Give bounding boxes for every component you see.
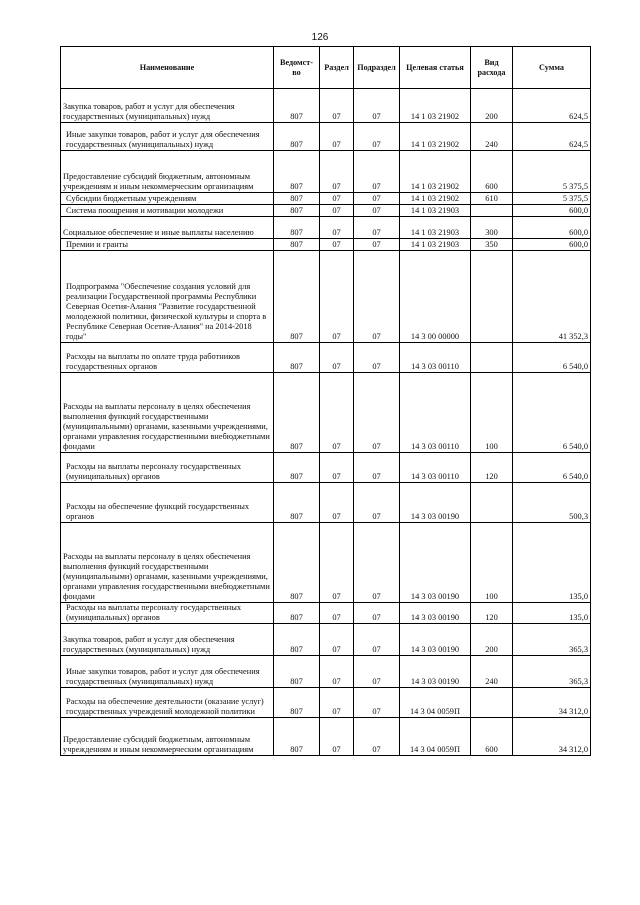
cell-target: 14 3 03 00190 bbox=[400, 656, 471, 688]
cell-subsection: 07 bbox=[354, 603, 400, 624]
cell-subsection: 07 bbox=[354, 373, 400, 453]
cell-dept: 807 bbox=[274, 239, 320, 251]
cell-dept: 807 bbox=[274, 373, 320, 453]
table-row bbox=[61, 205, 591, 217]
cell-target: 14 1 03 21902 bbox=[400, 89, 471, 123]
table-row bbox=[61, 688, 591, 718]
cell-kind: 600 bbox=[471, 151, 513, 193]
cell-dept: 807 bbox=[274, 483, 320, 523]
cell-kind: 120 bbox=[471, 453, 513, 483]
cell-kind bbox=[471, 483, 513, 523]
cell-subsection: 07 bbox=[354, 151, 400, 193]
cell-subsection: 07 bbox=[354, 624, 400, 656]
table-row bbox=[61, 603, 591, 624]
cell-sum: 365,3 bbox=[513, 656, 591, 688]
cell-section: 07 bbox=[320, 483, 354, 523]
cell-target: 14 3 03 00190 bbox=[400, 523, 471, 603]
cell-subsection: 07 bbox=[354, 89, 400, 123]
cell-dept: 807 bbox=[274, 603, 320, 624]
cell-kind: 200 bbox=[471, 89, 513, 123]
cell-name: Социальное обеспечение и иные выплаты населению bbox=[61, 217, 274, 239]
cell-subsection: 07 bbox=[354, 718, 400, 756]
cell-subsection: 07 bbox=[354, 688, 400, 718]
cell-section: 07 bbox=[320, 151, 354, 193]
cell-sum: 6 540,0 bbox=[513, 453, 591, 483]
cell-target: 14 3 04 0059П bbox=[400, 718, 471, 756]
budget-table bbox=[60, 46, 591, 756]
cell-section: 07 bbox=[320, 603, 354, 624]
cell-name: Закупка товаров, работ и услуг для обеспечения государственных (муниципальных) нужд bbox=[61, 89, 274, 123]
cell-target: 14 3 03 00110 bbox=[400, 453, 471, 483]
cell-sum: 624,5 bbox=[513, 89, 591, 123]
header-row bbox=[61, 47, 591, 89]
cell-target: 14 1 03 21903 bbox=[400, 205, 471, 217]
cell-dept: 807 bbox=[274, 656, 320, 688]
cell-name: Расходы на выплаты персоналу государственных (муниципальных) органов bbox=[61, 603, 274, 624]
cell-dept: 807 bbox=[274, 89, 320, 123]
cell-sum: 624,5 bbox=[513, 123, 591, 151]
table-row bbox=[61, 656, 591, 688]
cell-section: 07 bbox=[320, 373, 354, 453]
cell-name: Система поощрения и мотивации молодежи bbox=[61, 205, 274, 217]
table-row bbox=[61, 89, 591, 123]
cell-target: 14 1 03 21902 bbox=[400, 123, 471, 151]
cell-sum: 34 312,0 bbox=[513, 688, 591, 718]
cell-section: 07 bbox=[320, 205, 354, 217]
cell-name: Предоставление субсидий бюджетным, автономным учреждениям и иным некоммерческим организациям bbox=[61, 151, 274, 193]
cell-kind bbox=[471, 343, 513, 373]
cell-sum: 6 540,0 bbox=[513, 373, 591, 453]
table-row bbox=[61, 217, 591, 239]
table-row bbox=[61, 123, 591, 151]
cell-section: 07 bbox=[320, 656, 354, 688]
cell-name: Субсидии бюджетным учреждениям bbox=[61, 193, 274, 205]
cell-name: Подпрограмма "Обеспечение создания условий для реализации Государственной программы Республики Северная Осетия-Алания "Развитие государственной молодежной политики, физической культуры и спорта в Республике Северная Осетия-Алания" на 2014-2018 годы" bbox=[61, 251, 274, 343]
header-dept: Ведомст-во bbox=[274, 47, 320, 89]
header-subsection: Подраздел bbox=[354, 47, 400, 89]
cell-kind: 100 bbox=[471, 373, 513, 453]
cell-subsection: 07 bbox=[354, 217, 400, 239]
cell-name: Расходы на выплаты персоналу в целях обеспечения выполнения функций государственными (муниципальными) органами, казенными учреждениями, органами управления государственными внебюджетными фондами bbox=[61, 373, 274, 453]
cell-dept: 807 bbox=[274, 251, 320, 343]
header-target: Целевая статья bbox=[400, 47, 471, 89]
cell-subsection: 07 bbox=[354, 483, 400, 523]
cell-name: Расходы на выплаты персоналу в целях обеспечения выполнения функций государственными (муниципальными) органами, казенными учреждениями, органами управления государственными внебюджетными фондами bbox=[61, 523, 274, 603]
header-sum: Сумма bbox=[513, 47, 591, 89]
cell-dept: 807 bbox=[274, 193, 320, 205]
table-row bbox=[61, 151, 591, 193]
cell-kind: 120 bbox=[471, 603, 513, 624]
cell-dept: 807 bbox=[274, 523, 320, 603]
cell-kind: 100 bbox=[471, 523, 513, 603]
cell-section: 07 bbox=[320, 217, 354, 239]
cell-target: 14 3 03 00110 bbox=[400, 373, 471, 453]
cell-subsection: 07 bbox=[354, 523, 400, 603]
cell-target: 14 3 03 00190 bbox=[400, 603, 471, 624]
cell-target: 14 1 03 21903 bbox=[400, 239, 471, 251]
cell-subsection: 07 bbox=[354, 453, 400, 483]
table-row bbox=[61, 483, 591, 523]
cell-kind: 600 bbox=[471, 718, 513, 756]
cell-kind: 200 bbox=[471, 624, 513, 656]
cell-target: 14 3 04 0059П bbox=[400, 688, 471, 718]
cell-subsection: 07 bbox=[354, 123, 400, 151]
table-row bbox=[61, 193, 591, 205]
cell-dept: 807 bbox=[274, 217, 320, 239]
cell-dept: 807 bbox=[274, 151, 320, 193]
cell-subsection: 07 bbox=[354, 251, 400, 343]
cell-section: 07 bbox=[320, 123, 354, 151]
cell-sum: 135,0 bbox=[513, 523, 591, 603]
cell-sum: 34 312,0 bbox=[513, 718, 591, 756]
cell-sum: 600,0 bbox=[513, 205, 591, 217]
cell-target: 14 1 03 21903 bbox=[400, 217, 471, 239]
cell-sum: 6 540,0 bbox=[513, 343, 591, 373]
header-section: Раздел bbox=[320, 47, 354, 89]
cell-dept: 807 bbox=[274, 123, 320, 151]
cell-name: Предоставление субсидий бюджетным, автономным учреждениям и иным некоммерческим организациям bbox=[61, 718, 274, 756]
cell-name: Расходы на обеспечение деятельности (оказание услуг) государственных учреждений молодежной политики bbox=[61, 688, 274, 718]
cell-subsection: 07 bbox=[354, 193, 400, 205]
cell-name: Расходы на обеспечение функций государственных органов bbox=[61, 483, 274, 523]
table-row bbox=[61, 624, 591, 656]
cell-dept: 807 bbox=[274, 624, 320, 656]
table-row bbox=[61, 373, 591, 453]
cell-section: 07 bbox=[320, 343, 354, 373]
cell-kind: 610 bbox=[471, 193, 513, 205]
table-body bbox=[61, 89, 591, 756]
cell-sum: 365,3 bbox=[513, 624, 591, 656]
cell-target: 14 3 03 00190 bbox=[400, 483, 471, 523]
cell-dept: 807 bbox=[274, 453, 320, 483]
cell-sum: 135,0 bbox=[513, 603, 591, 624]
cell-dept: 807 bbox=[274, 205, 320, 217]
cell-subsection: 07 bbox=[354, 239, 400, 251]
cell-sum: 500,3 bbox=[513, 483, 591, 523]
cell-sum: 5 375,5 bbox=[513, 193, 591, 205]
cell-target: 14 3 03 00190 bbox=[400, 624, 471, 656]
table-row bbox=[61, 239, 591, 251]
table-row bbox=[61, 718, 591, 756]
cell-section: 07 bbox=[320, 89, 354, 123]
header-name: Наименование bbox=[61, 47, 274, 89]
cell-kind: 240 bbox=[471, 656, 513, 688]
cell-name: Премии и гранты bbox=[61, 239, 274, 251]
cell-kind bbox=[471, 205, 513, 217]
cell-sum: 600,0 bbox=[513, 239, 591, 251]
cell-sum: 5 375,5 bbox=[513, 151, 591, 193]
cell-kind: 350 bbox=[471, 239, 513, 251]
table-row bbox=[61, 453, 591, 483]
cell-section: 07 bbox=[320, 624, 354, 656]
cell-section: 07 bbox=[320, 193, 354, 205]
cell-subsection: 07 bbox=[354, 656, 400, 688]
cell-section: 07 bbox=[320, 251, 354, 343]
table-row bbox=[61, 343, 591, 373]
cell-section: 07 bbox=[320, 453, 354, 483]
cell-section: 07 bbox=[320, 688, 354, 718]
cell-name: Расходы на выплаты персоналу государственных (муниципальных) органов bbox=[61, 453, 274, 483]
table-row bbox=[61, 523, 591, 603]
cell-name: Иные закупки товаров, работ и услуг для обеспечения государственных (муниципальных) нужд bbox=[61, 656, 274, 688]
header-kind: Вид расхода bbox=[471, 47, 513, 89]
cell-name: Расходы на выплаты по оплате труда работников государственных органов bbox=[61, 343, 274, 373]
table-row bbox=[61, 251, 591, 343]
cell-subsection: 07 bbox=[354, 205, 400, 217]
cell-section: 07 bbox=[320, 523, 354, 603]
cell-target: 14 3 03 00110 bbox=[400, 343, 471, 373]
cell-target: 14 1 03 21902 bbox=[400, 151, 471, 193]
cell-name: Закупка товаров, работ и услуг для обеспечения государственных (муниципальных) нужд bbox=[61, 624, 274, 656]
cell-dept: 807 bbox=[274, 718, 320, 756]
cell-section: 07 bbox=[320, 718, 354, 756]
cell-dept: 807 bbox=[274, 688, 320, 718]
page-number: 126 bbox=[311, 32, 329, 43]
cell-name: Иные закупки товаров, работ и услуг для обеспечения государственных (муниципальных) нужд bbox=[61, 123, 274, 151]
cell-sum: 600,0 bbox=[513, 217, 591, 239]
cell-kind: 240 bbox=[471, 123, 513, 151]
cell-kind bbox=[471, 688, 513, 718]
cell-kind: 300 bbox=[471, 217, 513, 239]
cell-dept: 807 bbox=[274, 343, 320, 373]
cell-subsection: 07 bbox=[354, 343, 400, 373]
cell-section: 07 bbox=[320, 239, 354, 251]
cell-sum: 41 352,3 bbox=[513, 251, 591, 343]
cell-target: 14 3 00 00000 bbox=[400, 251, 471, 343]
cell-kind bbox=[471, 251, 513, 343]
cell-target: 14 1 03 21902 bbox=[400, 193, 471, 205]
